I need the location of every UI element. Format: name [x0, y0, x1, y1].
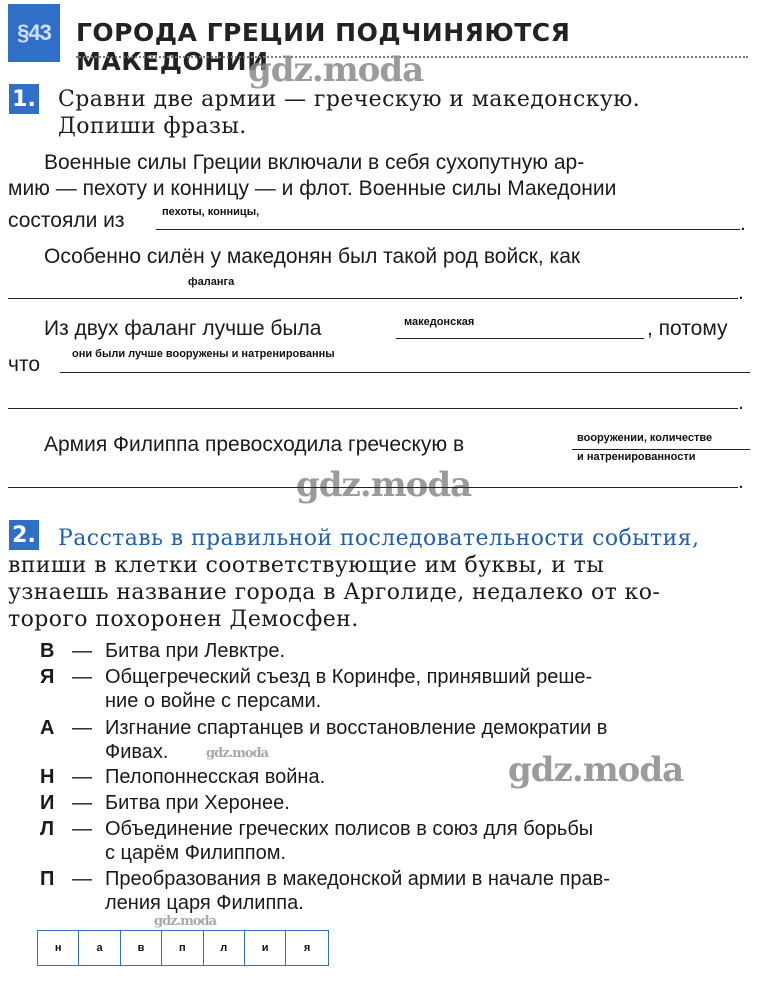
answer-text: вооружении, количестве	[577, 432, 713, 444]
answer-cell[interactable]: я	[303, 942, 311, 954]
event-letter: И	[40, 792, 55, 814]
event-text: ления царя Филиппа.	[105, 892, 304, 914]
answer-text: македонская	[404, 316, 475, 328]
paragraph-line: Армия Филиппа превосходила греческую в	[44, 433, 465, 456]
event-text: Преобразования в македонской армии в начале прав-	[105, 868, 610, 890]
period: .	[740, 212, 746, 235]
watermark: gdz.moda	[206, 746, 269, 761]
paragraph-line: Из двух фаланг лучше была	[44, 317, 322, 340]
answer-cell[interactable]: п	[162, 931, 203, 965]
answer-text: фаланга	[188, 276, 235, 288]
event-dash: —	[72, 666, 92, 688]
answer-text: и натренированности	[577, 451, 696, 463]
event-text: Битва при Херонее.	[105, 792, 290, 814]
instruction-line: Расставь в правильной последовательности события,	[58, 526, 700, 551]
watermark: gdz.moda	[508, 750, 684, 790]
event-dash: —	[72, 766, 92, 788]
page-title: ГОРОДА ГРЕЦИИ ПОДЧИНЯЮТСЯ МАКЕДОНИИ	[76, 18, 571, 76]
answer-line	[8, 298, 738, 299]
event-letter: А	[40, 717, 55, 739]
event-letter: Я	[40, 666, 55, 688]
answer-line	[396, 338, 644, 339]
section-badge: §43	[8, 4, 60, 62]
answer-cell[interactable]: н	[38, 931, 79, 965]
answer-cell[interactable]: а	[79, 931, 120, 965]
answer-text: они были лучше вооружены и натренированны	[72, 348, 335, 360]
paragraph-line: состояли из	[8, 209, 125, 232]
event-letter: В	[40, 640, 55, 662]
task-instruction	[58, 86, 640, 140]
answer-text: пехоты, конницы,	[162, 206, 260, 218]
answer-cell[interactable]: л	[204, 931, 245, 965]
task-number: 2.	[9, 520, 39, 550]
event-text: Объединение греческих полисов в союз для борьбы	[105, 818, 594, 840]
task-instruction	[58, 525, 699, 552]
answer-cell[interactable]: и	[245, 931, 286, 965]
event-dash: —	[72, 717, 92, 739]
task-instruction-continued	[8, 552, 750, 633]
watermark: gdz.moda	[154, 914, 217, 929]
answer-line	[8, 487, 738, 488]
answer-line	[60, 372, 750, 373]
event-letter: П	[40, 868, 55, 890]
event-dash: —	[72, 640, 92, 662]
event-letter: Л	[40, 818, 55, 840]
answer-line	[572, 449, 750, 450]
event-dash: —	[72, 868, 92, 890]
answer-grid	[37, 930, 329, 966]
answer-line	[156, 229, 740, 230]
event-text: Пелопоннесская война.	[105, 766, 326, 788]
answer-cell[interactable]: в	[121, 931, 162, 965]
instruction-line: впиши в клетки соответствующие им буквы, и ты	[8, 553, 605, 578]
period: .	[738, 281, 744, 304]
instruction-line: узнаешь название города в Арголиде, недалеко от ко-	[8, 580, 661, 605]
instruction-line: Допиши фразы.	[58, 114, 247, 139]
task-number: 1.	[9, 84, 39, 114]
paragraph-line: , потому	[647, 317, 728, 340]
event-text: ние о войне с персами.	[105, 690, 322, 712]
event-letter: Н	[40, 766, 55, 788]
event-text: Битва при Левктре.	[105, 640, 286, 662]
watermark: gdz.moda	[248, 50, 424, 90]
event-dash: —	[72, 818, 92, 840]
event-dash: —	[72, 792, 92, 814]
event-text: с царём Филиппом.	[105, 842, 286, 864]
period: .	[738, 391, 744, 414]
paragraph-line: что	[8, 353, 41, 376]
paragraph-line: Военные силы Греции включали в себя сухопутную ар-	[44, 151, 585, 174]
event-text: Изгнание спартанцев и восстановление демократии в	[105, 717, 608, 739]
instruction-line: торого похоронен Демосфен.	[8, 607, 359, 632]
instruction-line: Сравни две армии — греческую и македонскую.	[58, 87, 641, 112]
event-text: Общегреческий съезд в Коринфе, принявший реше-	[105, 666, 593, 688]
paragraph-line: мию — пехоту и конницу — и флот. Военные силы Македонии	[8, 177, 617, 200]
answer-line	[8, 408, 738, 409]
event-text: Фивах.	[105, 741, 169, 763]
paragraph-line: Особенно силён у македонян был такой род войск, как	[44, 245, 581, 268]
watermark: gdz.moda	[296, 465, 472, 505]
period: .	[738, 470, 744, 493]
